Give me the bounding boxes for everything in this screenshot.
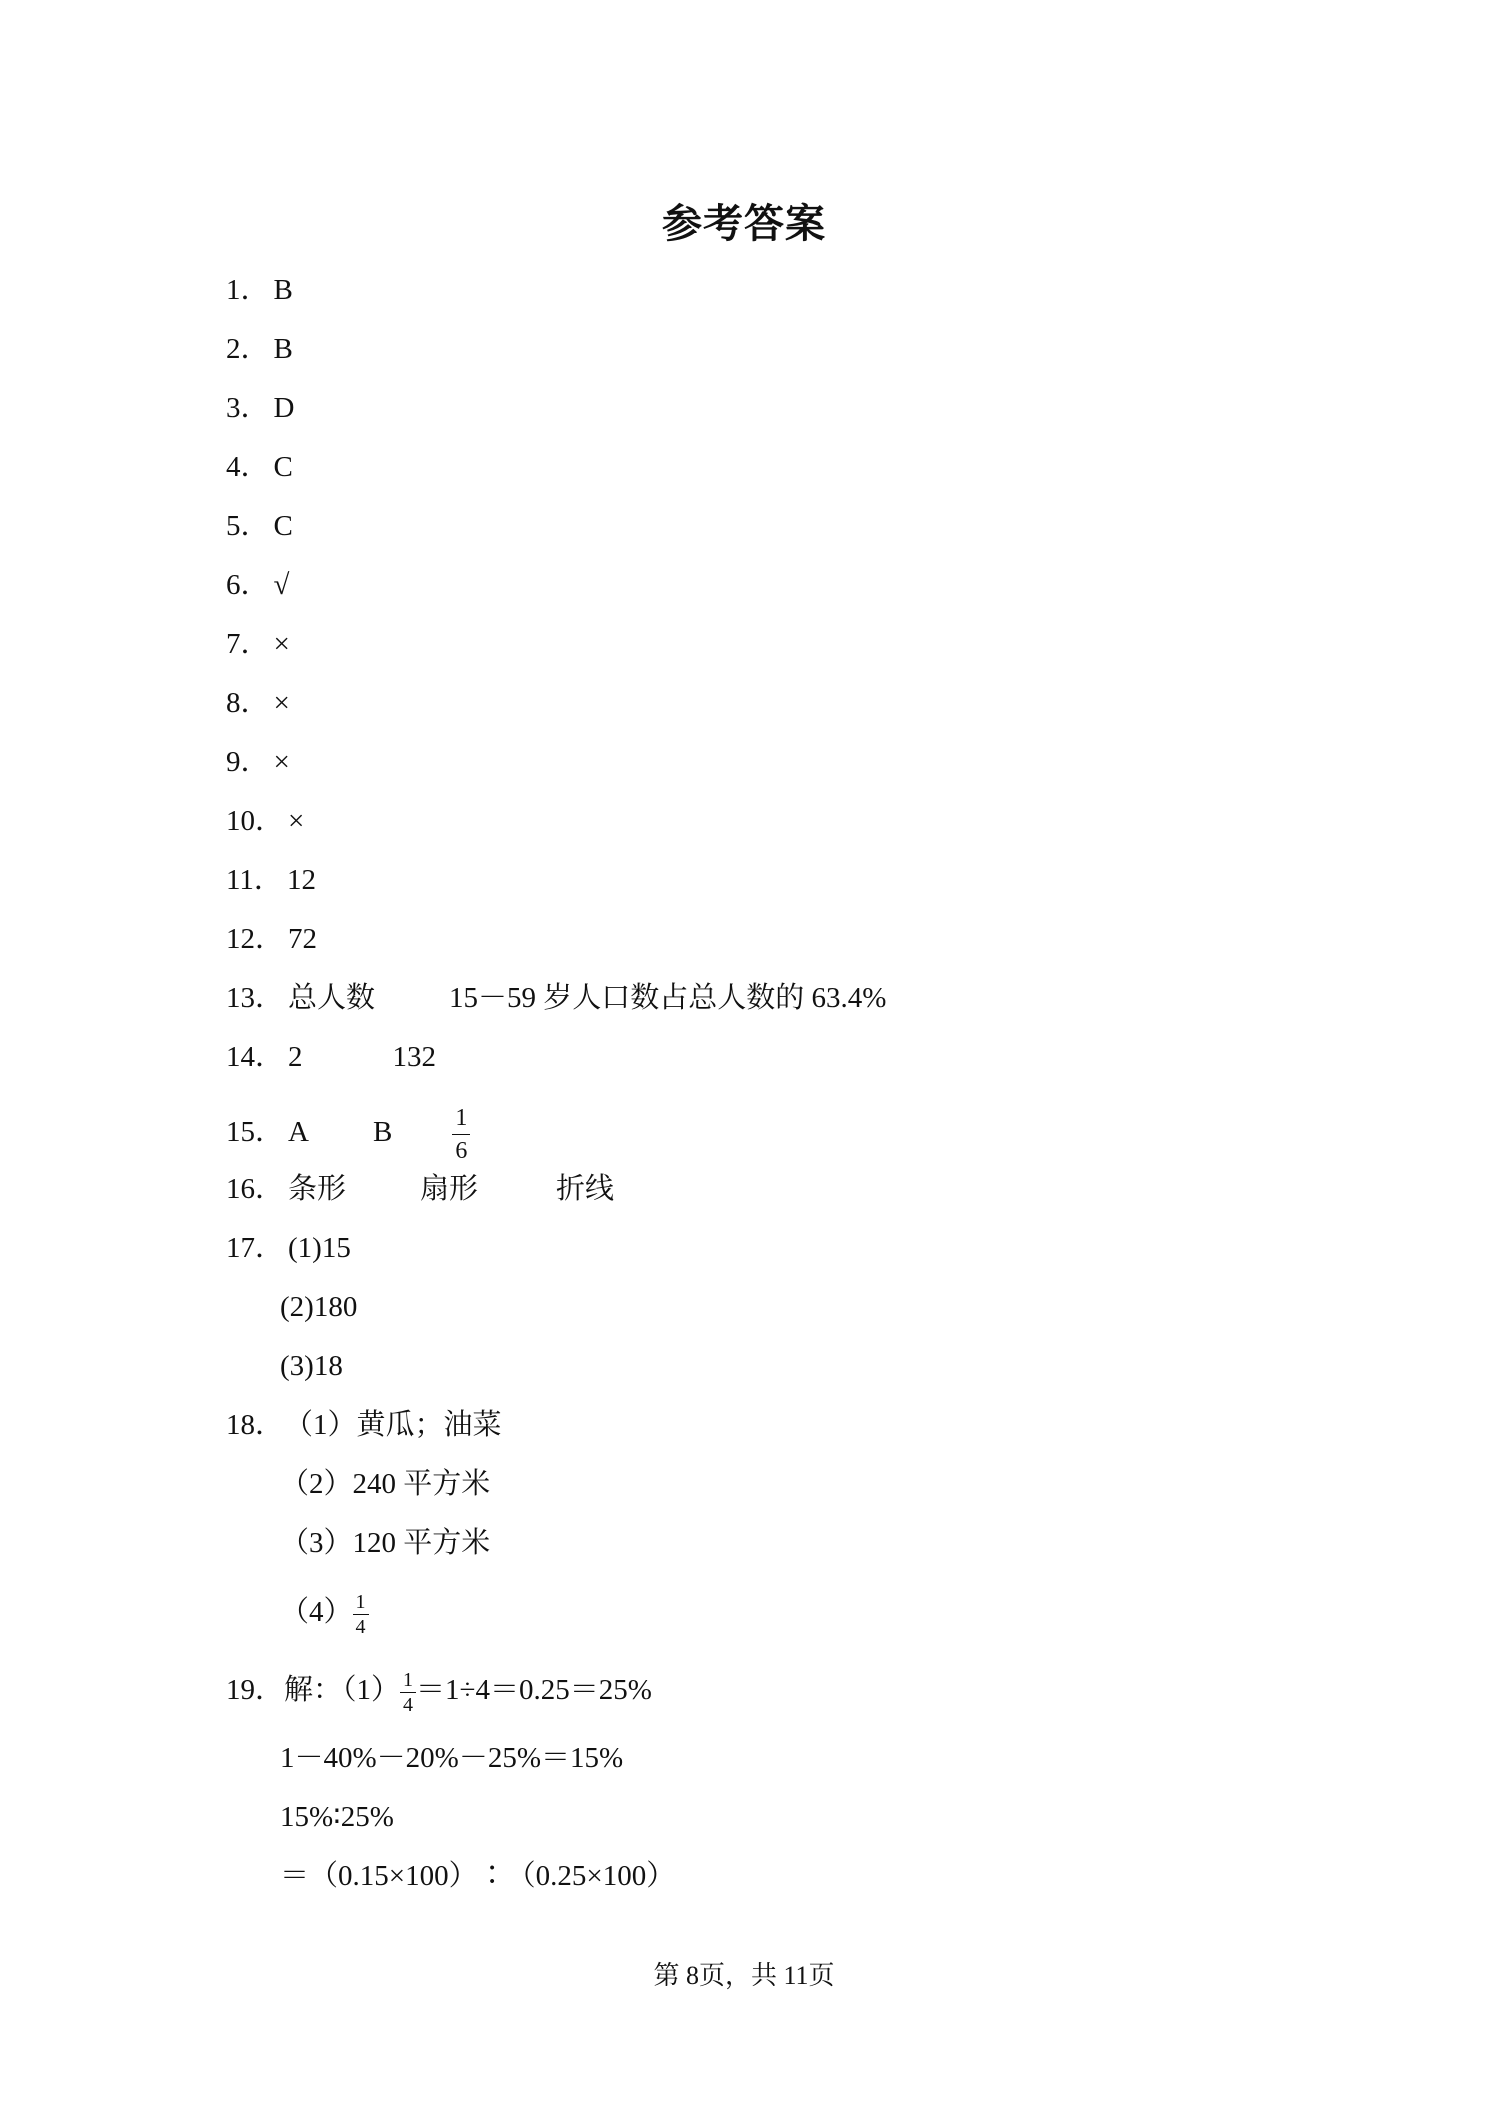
answer-row-11: [226, 862, 316, 898]
question-number: 13．: [226, 982, 285, 1014]
answer-row-16: [226, 1171, 614, 1207]
answer-row-5: [226, 508, 293, 544]
solution-line-3: [280, 1799, 394, 1835]
solution-step: 1－40%－20%－25%＝15%: [280, 1742, 624, 1774]
question-number: 7．: [226, 628, 270, 660]
answer-row-3: [226, 390, 294, 426]
answer-blank-1: 条形: [288, 1173, 347, 1205]
sub-answer-3: （3）120 平方米: [280, 1527, 491, 1559]
page-footer: 第 8页，共 11页: [653, 1961, 835, 1990]
question-number: 9．: [226, 746, 270, 778]
answer-value: ×: [273, 746, 290, 778]
solution-step: ＝（0.15×100）∶（0.25×100）: [280, 1860, 676, 1892]
answer-value: 72: [288, 923, 318, 955]
question-number: 3．: [226, 392, 270, 424]
answer-row-13: [226, 980, 886, 1016]
answer-blank-2: B: [372, 1116, 393, 1149]
answer-row-18-sub4: [280, 1591, 369, 1638]
answer-value: 12: [286, 864, 316, 896]
answer-row-15: [226, 1105, 470, 1164]
question-number: 17．: [226, 1232, 285, 1264]
question-number: 10．: [226, 805, 285, 837]
sub-answer-3: (3)18: [280, 1350, 343, 1382]
answer-blank-2: 15－59 岁人口数占总人数的 63.4%: [449, 982, 887, 1014]
question-number: 18．: [226, 1409, 285, 1441]
question-number: 4．: [226, 451, 270, 483]
answer-value: ×: [288, 805, 305, 837]
question-number: 19．: [226, 1674, 285, 1707]
answer-blank-1: 总人数: [288, 982, 376, 1014]
answer-value: ×: [273, 628, 290, 660]
answer-row-7: [226, 626, 290, 662]
answer-value: B: [273, 274, 293, 306]
fraction-numerator: 1: [353, 1592, 369, 1615]
question-number: 1．: [226, 274, 270, 306]
answer-value: C: [273, 510, 293, 542]
answer-row-8: [226, 685, 290, 721]
sub-answer-2: （2）240 平方米: [280, 1468, 491, 1500]
answer-row-6: [226, 567, 289, 603]
question-number: 14．: [226, 1041, 285, 1073]
fraction-one-sixth: [452, 1106, 470, 1163]
question-number: 16．: [226, 1173, 285, 1205]
question-number: 2．: [226, 333, 270, 365]
answer-row-12: [226, 921, 317, 957]
answer-blank-2: 132: [392, 1041, 437, 1073]
answer-row-17-sub3: [280, 1348, 343, 1384]
question-number: 12．: [226, 923, 285, 955]
answer-blank-3: 折线: [556, 1173, 615, 1205]
answer-value: ×: [273, 687, 290, 719]
answer-row-9: [226, 744, 290, 780]
answer-row-14: [226, 1039, 436, 1075]
solution-prefix: 解：（1）: [284, 1674, 401, 1707]
sub-answer-4-label: （4）: [280, 1596, 353, 1629]
question-number: 8．: [226, 687, 270, 719]
answer-value: C: [273, 451, 293, 483]
question-number: 6．: [226, 569, 270, 601]
solution-step: 15%∶25%: [280, 1801, 394, 1833]
fraction-denominator: 6: [455, 1138, 468, 1164]
answer-row-2: [226, 331, 293, 367]
question-number: 5．: [226, 510, 270, 542]
answer-row-17: [226, 1230, 351, 1266]
answer-blank-2: 扇形: [420, 1173, 479, 1205]
sub-answer-2: (2)180: [280, 1291, 358, 1323]
answer-row-18: [226, 1407, 502, 1443]
answer-row-4: [226, 449, 293, 485]
fraction-numerator: 1: [400, 1670, 416, 1693]
page-title: 参考答案: [662, 201, 826, 247]
answer-blank-1: A: [288, 1116, 309, 1149]
solution-equation: ＝1÷4＝0.25＝25%: [416, 1674, 652, 1707]
answer-row-19: [226, 1669, 652, 1716]
solution-line-2: [280, 1740, 623, 1776]
answer-row-10: [226, 803, 304, 839]
sub-answer-1: （1）黄瓜；油菜: [284, 1409, 502, 1441]
answer-blank-1: 2: [288, 1041, 303, 1073]
sub-answer-1: (1)15: [288, 1232, 351, 1264]
fraction-denominator: 4: [403, 1694, 414, 1716]
question-number: 11．: [226, 864, 283, 896]
fraction-numerator: 1: [452, 1106, 470, 1135]
answer-value: B: [273, 333, 293, 365]
answer-row-17-sub2: [280, 1289, 357, 1325]
fraction-denominator: 4: [355, 1616, 366, 1638]
question-number: 15．: [226, 1116, 285, 1149]
fraction-one-quarter: [400, 1670, 416, 1715]
answer-row-1: [226, 272, 293, 308]
answer-row-18-sub3: [280, 1525, 490, 1561]
answer-value: D: [273, 392, 295, 424]
answer-row-18-sub2: [280, 1466, 490, 1502]
answer-value: √: [273, 569, 290, 601]
fraction-one-quarter: [353, 1592, 369, 1637]
solution-line-4: [280, 1858, 675, 1894]
